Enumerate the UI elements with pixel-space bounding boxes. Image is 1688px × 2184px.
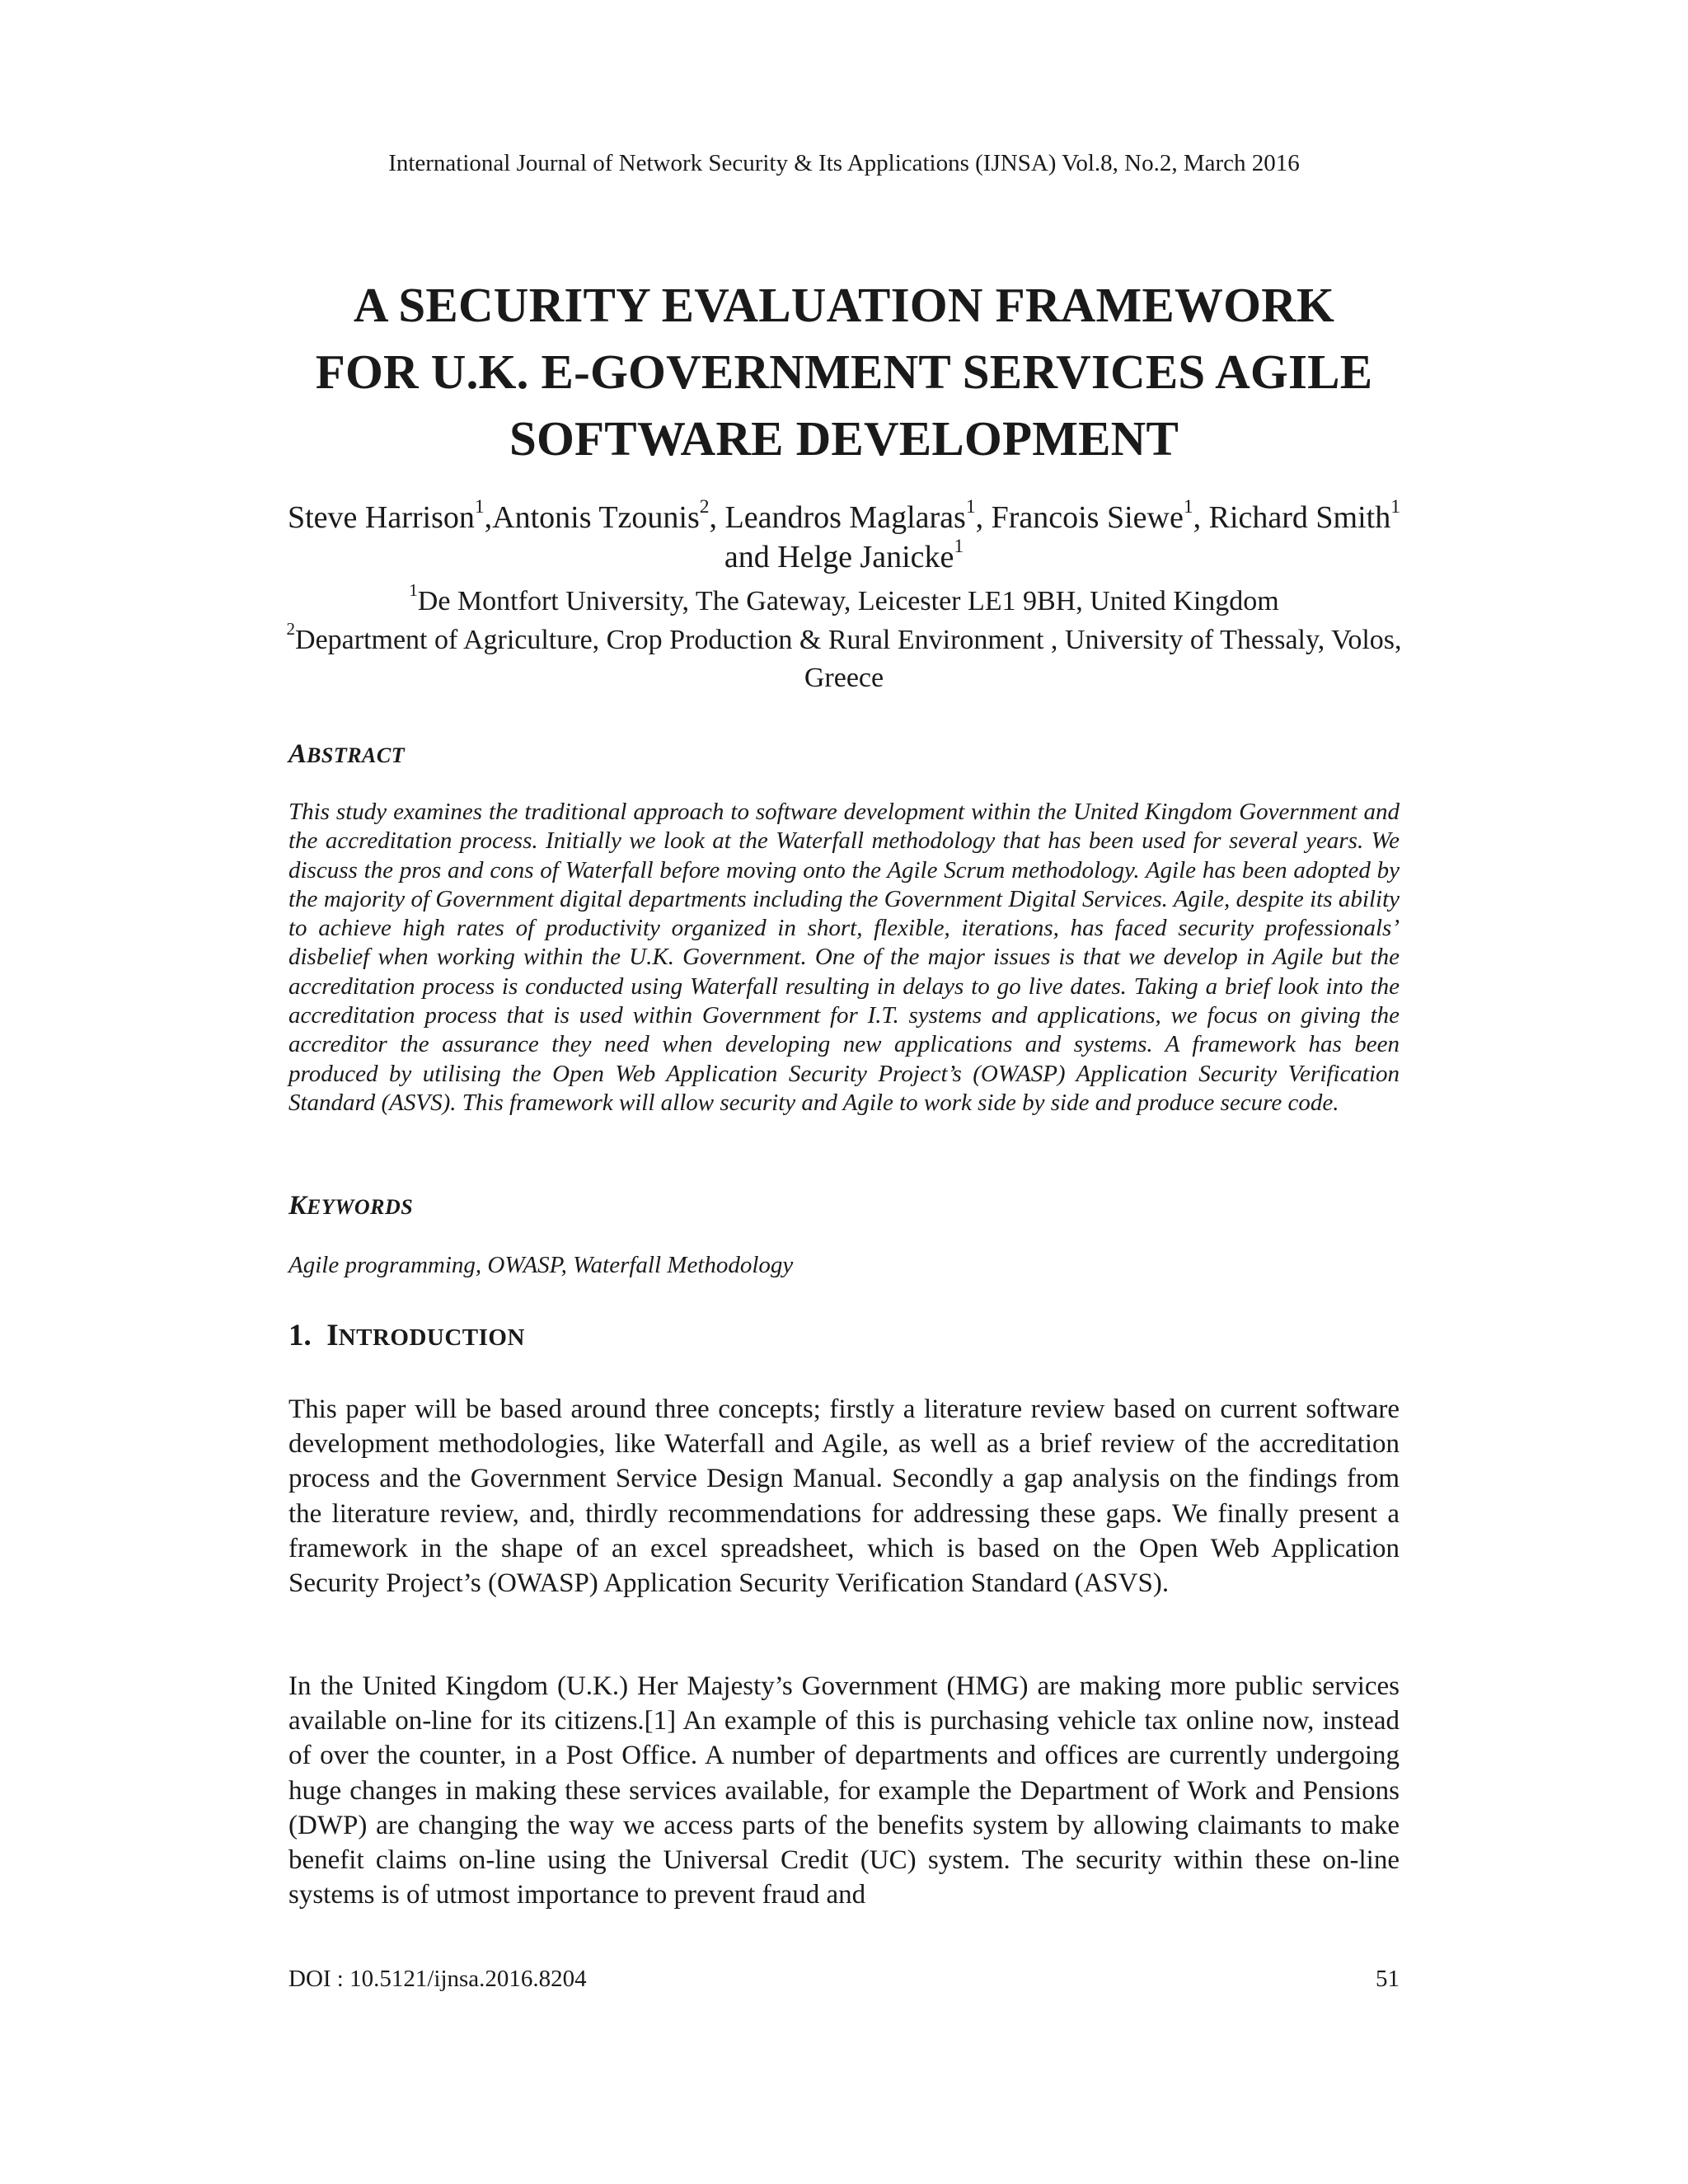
- author-affiliation-mark: 1: [954, 535, 964, 557]
- author-name: Richard Smith: [1208, 500, 1391, 535]
- affiliation-mark: 2: [286, 619, 296, 640]
- abstract-heading-rest: BSTRACT: [307, 743, 406, 767]
- affiliation-text: Department of Agriculture, Crop Production & Rural Environment , University of Thessaly, Volos, Greece: [295, 625, 1402, 693]
- running-header: International Journal of Network Security & Its Applications (IJNSA) Vol.8, No.2, March 2016: [388, 150, 1300, 176]
- introduction-heading-initial: I: [326, 1319, 339, 1352]
- author-name: Francois Siewe: [991, 500, 1184, 535]
- author-affiliation-mark: 1: [474, 495, 485, 518]
- affiliation-mark: 1: [409, 580, 418, 601]
- section-number: 1.: [288, 1319, 312, 1352]
- title-line-1: A SECURITY EVALUATION FRAMEWORK: [353, 278, 1335, 332]
- abstract-heading: [288, 738, 405, 772]
- introduction-paragraph-1: This paper will be based around three concepts; firstly a literature review based on current software development methodologies, like Waterfall and Agile, as well as a brief review of the accreditation process and the Government Service Design Manual. Secondly a gap analysis on the findings from the literature review, and, thirdly recommendations for addressing these gaps. We finally present a framework in the shape of an excel spreadsheet, which is based on the Open Web Application Security Project’s (OWASP) Application Security Verification Standard (ASVS).: [288, 1394, 1400, 1599]
- author-affiliation-mark: 1: [1390, 495, 1400, 518]
- introduction-paragraph-2: In the United Kingdom (U.K.) Her Majesty’s Government (HMG) are making more public services available on-line for its citizens.[1] An example of this is purchasing vehicle tax online now, instead of over the counter, in a Post Office. A number of departments and offices are currently undergoing huge changes in making these services available, for example the Department of Work and Pensions (DWP) are changing the way we access parts of the benefits system by allowing claimants to make benefit claims on-line using the Universal Credit (UC) system. The security within these on-line systems is of utmost importance to prevent fraud and: [288, 1671, 1400, 1910]
- paper-title: [247, 272, 1441, 472]
- author-separator: ,: [975, 500, 992, 535]
- keywords-heading: [288, 1189, 413, 1224]
- author-affiliation-mark: 2: [699, 495, 710, 518]
- author-name: Leandros Maglaras: [724, 500, 966, 535]
- keywords-heading-initial: K: [288, 1191, 307, 1221]
- author-affiliation-mark: 1: [1183, 495, 1193, 518]
- introduction-heading: [288, 1318, 525, 1356]
- author-name: Helge Janicke: [777, 540, 954, 574]
- author-separator: ,: [709, 500, 725, 535]
- footer-doi: DOI : 10.5121/ijnsa.2016.8204: [288, 1966, 587, 1992]
- affiliation-1: [280, 580, 1408, 621]
- author-affiliation-mark: 1: [965, 495, 976, 518]
- author-separator: ,: [484, 500, 493, 535]
- author-separator: ,: [1193, 500, 1209, 535]
- introduction-heading-rest: NTRODUCTION: [338, 1324, 525, 1351]
- keywords-heading-rest: EYWORDS: [307, 1195, 414, 1219]
- title-line-3: SOFTWARE DEVELOPMENT: [509, 411, 1179, 466]
- affiliation-text: De Montfort University, The Gateway, Leicester LE1 9BH, United Kingdom: [417, 586, 1279, 616]
- abstract-heading-initial: A: [288, 739, 307, 769]
- author-separator: and: [724, 540, 778, 574]
- page-number: 51: [1376, 1966, 1400, 1992]
- author-name: Antonis Tzounis: [492, 500, 700, 535]
- author-name: Steve Harrison: [287, 500, 475, 535]
- title-line-2: FOR U.K. E-GOVERNMENT SERVICES AGILE: [315, 344, 1373, 399]
- abstract-body: This study examines the traditional approach to software development within the United Kingdom Government and the accreditation process. Initially we look at the Waterfall methodology that has been used for several years. We discuss the pros and cons of Waterfall before moving onto the Agile Scrum methodology. Agile has been adopted by the majority of Government digital departments including the Government Digital Services. Agile, despite its ability to achieve high rates of productivity organized in short, flexible, iterations, has faced security professionals’ disbelief when working within the U.K. Government. One of the major issues is that we develop in Agile but the accreditation process is conducted using Waterfall resulting in delays to go live dates. Taking a brief look into the accreditation process that is used within Government for I.T. systems and applications, we focus on giving the accreditor the assurance they need when developing new applications and systems. A framework has been produced by utilising the Open Web Application Security Project’s (OWASP) Application Security Verification Standard (ASVS). This framework will allow security and Agile to work side by side and produce secure code.: [288, 799, 1400, 1116]
- affiliation-2: [280, 621, 1408, 697]
- author-list: [280, 495, 1408, 577]
- keywords-list: Agile programming, OWASP, Waterfall Methodology: [288, 1252, 794, 1278]
